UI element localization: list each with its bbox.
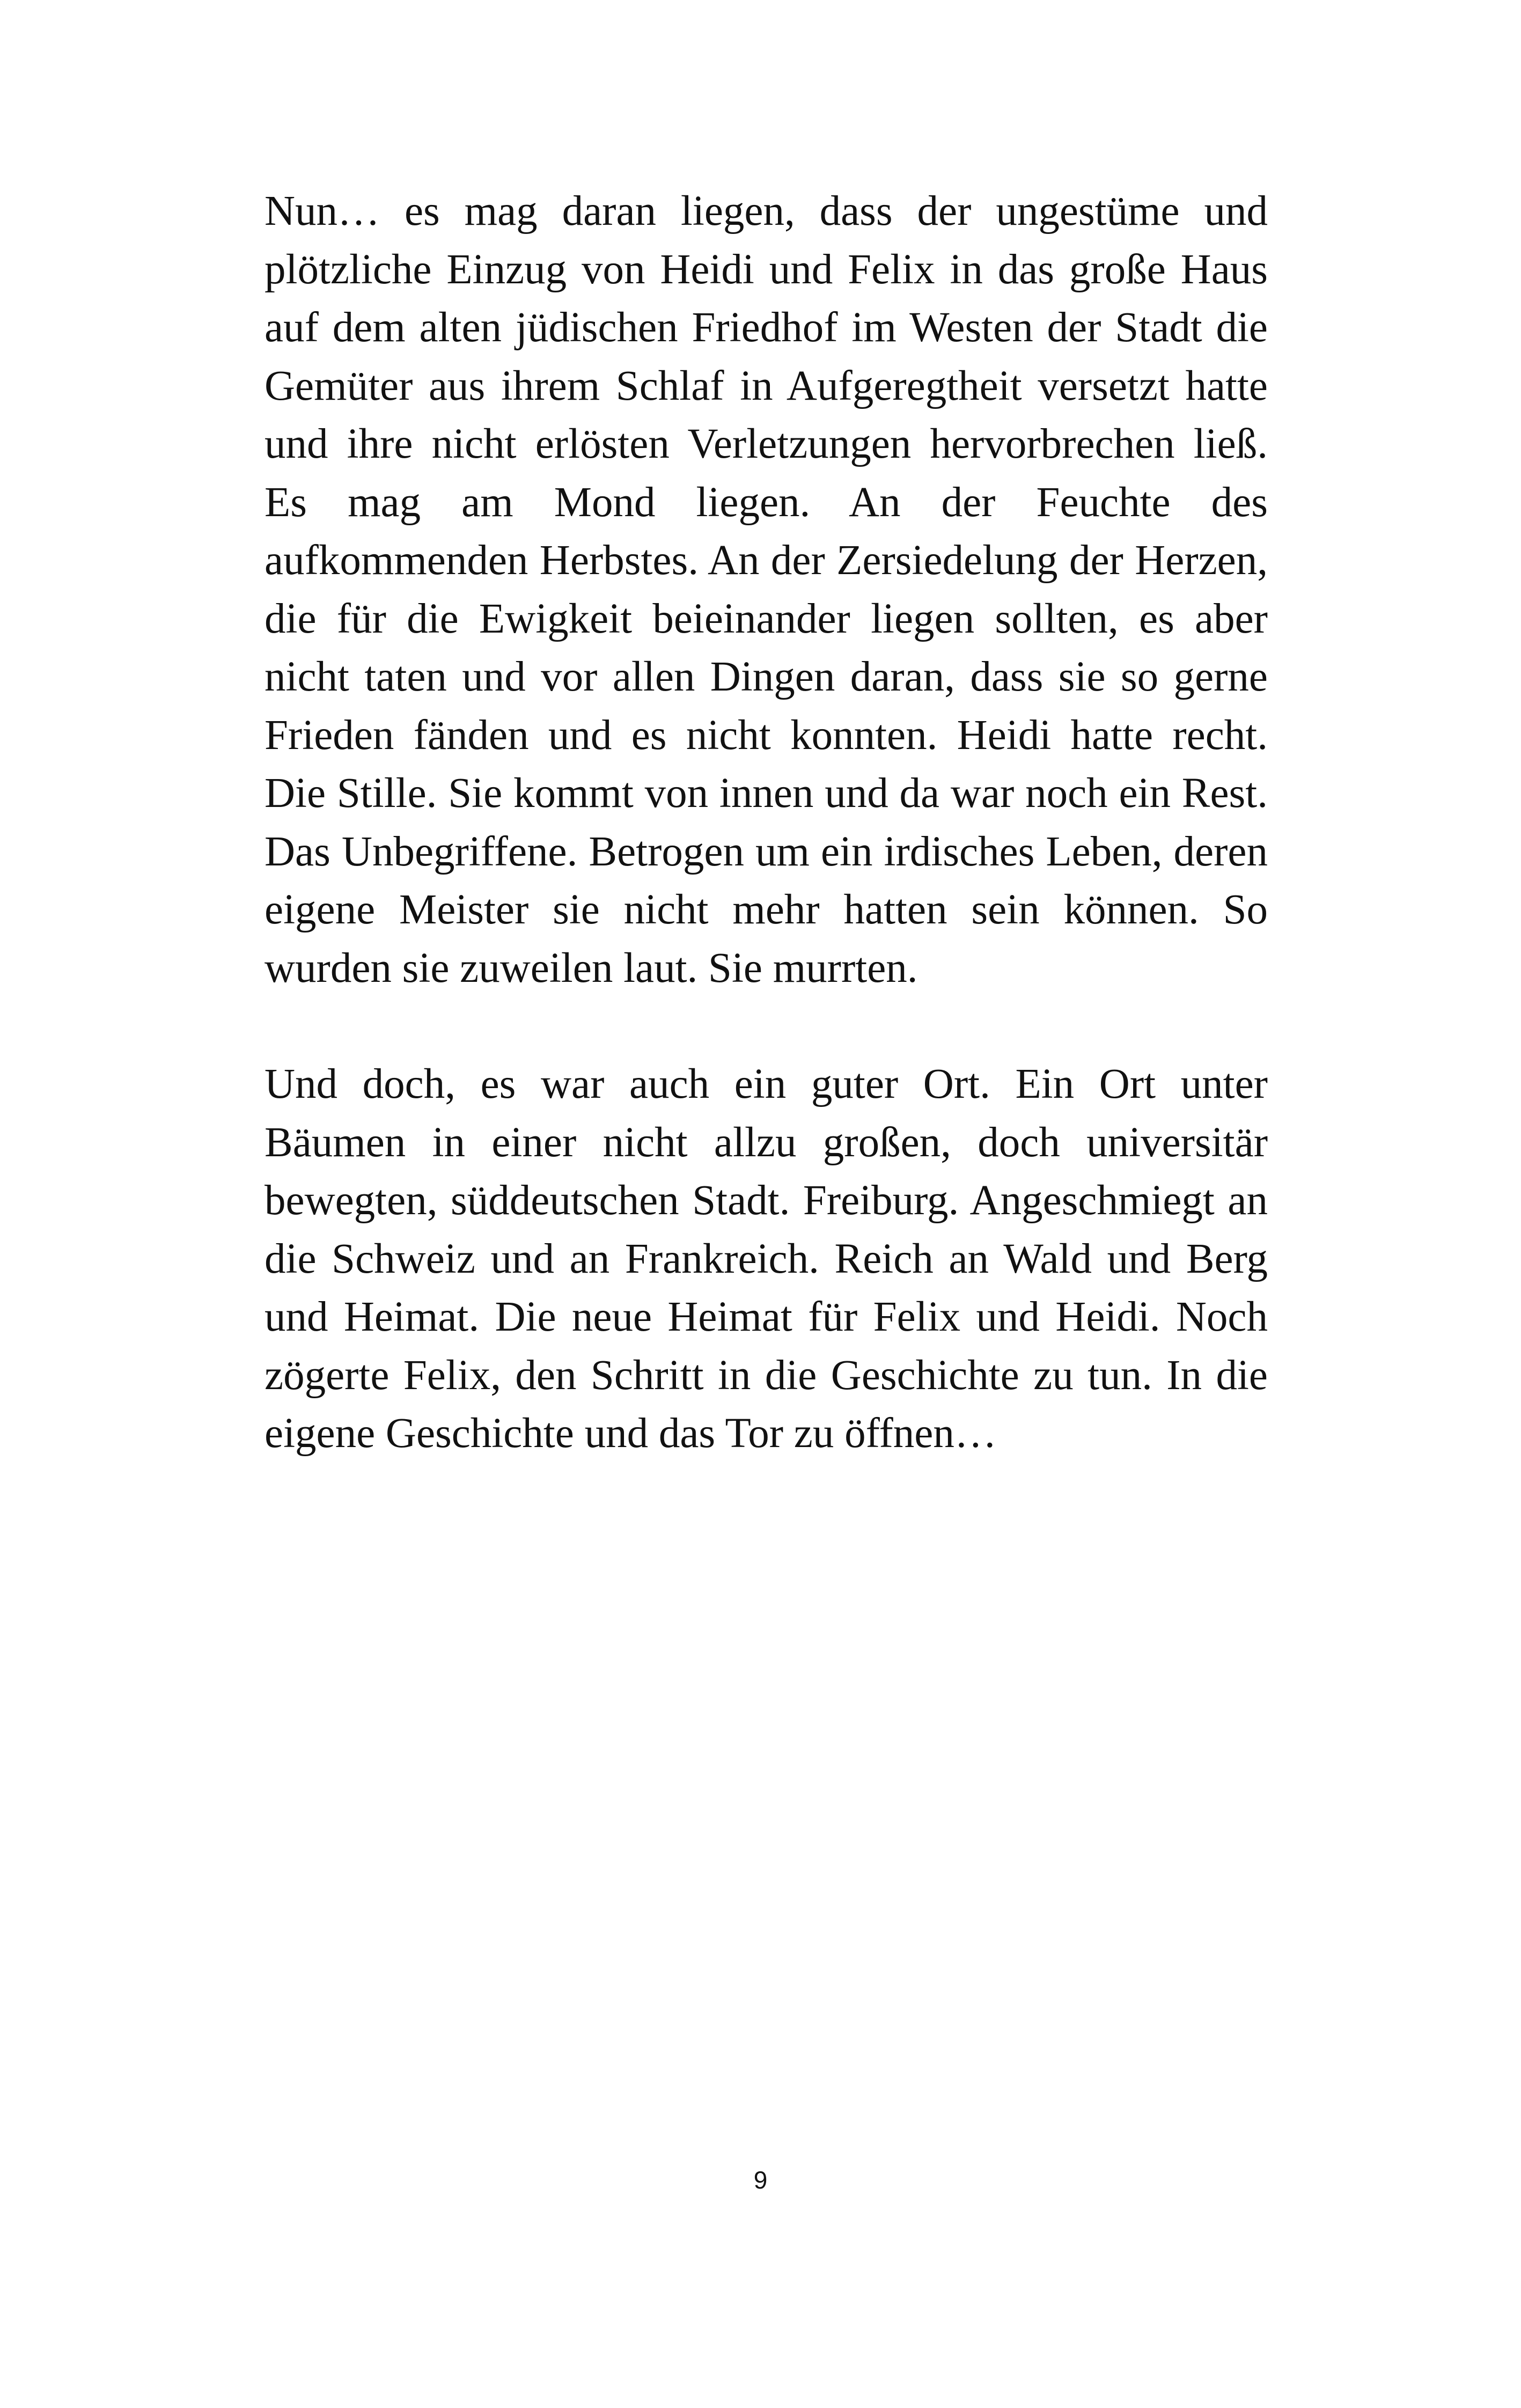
paragraph-2: Und doch, es war auch ein guter Ort. Ein Ort unter Bäumen in einer nicht allzu großen, doch universitär bewegten, süddeutschen Stadt. Freiburg. Angeschmiegt an die Schweiz und an Frankreich. Reich an Wald und Berg und Heimat. Die neue Heimat für Felix und Heidi. Noch zögerte Felix, den Schritt in die Geschichte zu tun. In die eigene Geschichte und das Tor zu öffnen… xyxy=(264,1061,1268,1457)
body-text xyxy=(264,182,1268,1463)
paragraph-1: Nun… es mag daran liegen, dass der ungestüme und plötzliche Einzug von Heidi und Felix in das große Haus auf dem alten jüdischen Friedhof im Westen der Stadt die Gemüter aus ihrem Schlaf in Aufgeregtheit versetzt hatte und ihre nicht erlösten Verletzungen hervorbrechen ließ. Es mag am Mond liegen. An der Feuchte des aufkommenden Herbstes. An der Zersiedelung der Herzen, die für die Ewigkeit beieinander liegen sollten, es aber nicht taten und vor allen Dingen daran, dass sie so gerne Frieden fänden und es nicht konnten. Heidi hatte recht. Die Stille. Sie kommt von innen und da war noch ein Rest. Das Unbegriffene. Betrogen um ein irdisches Leben, deren eigene Meister sie nicht mehr hatten sein können. So wurden sie zuweilen laut. Sie murrten. xyxy=(264,188,1268,992)
page-number: 9 xyxy=(753,2166,768,2194)
